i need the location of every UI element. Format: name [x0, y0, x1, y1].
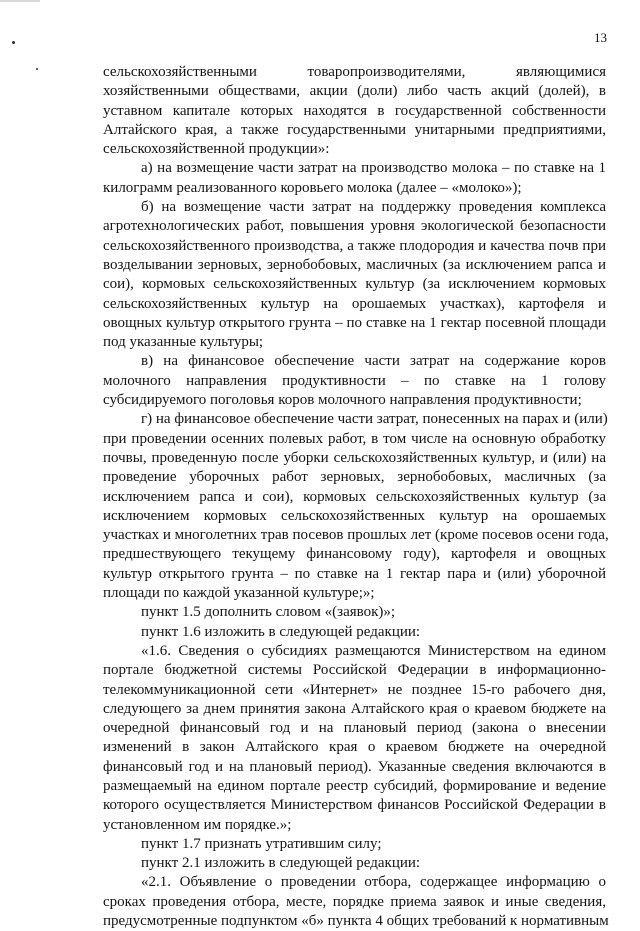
paragraph — [103, 198, 606, 352]
paragraph — [103, 352, 606, 410]
scan-edge-mark — [0, 0, 40, 2]
text-line: агротехнологических работ, повышения уровня экологической безопасности — [103, 218, 606, 235]
text-line: проведение уборочных работ зерновых, зернобобовых, масличных (за — [103, 469, 606, 486]
text-line: уставном капитале которых находятся в государственной собственности — [103, 102, 606, 119]
text-line: сельскохозяйственными товаропроизводителями, являющимися — [103, 64, 606, 80]
text-line: сроках проведения отбора, месте, порядке приема заявок и иные сведения, — [103, 893, 606, 910]
document-body — [103, 63, 609, 931]
text-line: при проведении осенних полевых работ, в том числе на основную обработку — [103, 430, 606, 447]
text-line: возделывании зерновых, зернобобовых, масличных (за исключением рапса и — [103, 256, 606, 273]
text-line: финансовый год и на плановый период). Указанные сведения включаются в — [103, 758, 606, 775]
scan-speck — [36, 68, 38, 70]
text-line: г) на финансовое обеспечение части затрат, понесенных на парах и (или) — [141, 411, 608, 428]
text-line: а) на возмещение части затрат на производство молока – по ставке на 1 — [141, 160, 606, 177]
text-line: «2.1. Объявление о проведении отбора, содержащее информацию о — [141, 874, 606, 891]
paragraph — [103, 642, 606, 835]
text-line: под указанные культуры; — [103, 334, 264, 351]
text-line: следующего за днем принятия закона Алтайского края о краевом бюджете на — [103, 700, 606, 717]
text-line: предшествующего текущему финансовому году), картофеля и овощных — [103, 546, 606, 563]
text-line: пункт 2.1 изложить в следующей редакции: — [141, 855, 421, 872]
paragraph — [103, 603, 606, 622]
text-line: исключением рапса и сои), кормовых сельскохозяйственных культур (за — [103, 488, 606, 505]
paragraph — [103, 623, 606, 642]
paragraph — [103, 873, 609, 931]
text-line: культур открытого грунта – по ставке на 1 гектар пара и (или) уборочной — [103, 565, 606, 582]
text-line: предусмотренные подпунктом «б» пункта 4 общих требований к нормативным — [103, 913, 609, 930]
text-line: молочного направления продуктивности – по ставке на 1 голову — [103, 372, 606, 389]
text-line: размещаемый на едином портале реестр субсидий, формирование и ведение — [103, 777, 606, 794]
text-line: хозяйственными обществами, акции (доли) либо часть акций (долей), в — [103, 83, 606, 100]
text-line: которого осуществляется Министерством финансов Российской Федерации в — [103, 797, 606, 814]
paragraph — [103, 159, 606, 198]
text-line: очередной финансовый год и на плановый период (закона о внесении — [103, 720, 606, 737]
paragraph — [103, 854, 606, 873]
text-line: пункт 1.5 дополнить словом «(заявок)»; — [141, 604, 396, 621]
text-line: б) на возмещение части затрат на поддержку проведения комплекса — [141, 199, 606, 216]
scan-speck — [12, 41, 15, 44]
text-line: телекоммуникационной сети «Интернет» не позднее 15-го рабочего дня, — [103, 681, 606, 698]
text-line: сельскохозяйственных культур на орошаемых участках), картофеля и — [103, 295, 606, 312]
text-line: изменений в закон Алтайского края о краевом бюджете на очередной — [103, 739, 606, 756]
text-line: килограмм реализованного коровьего молока (далее – «молоко»); — [103, 179, 522, 196]
text-line: сельскохозяйственной продукции»: — [103, 141, 330, 158]
paragraph — [103, 835, 606, 854]
paragraph — [103, 63, 606, 159]
paragraph — [103, 410, 609, 603]
text-line: исключением кормовых сельскохозяйственных культур на орошаемых — [103, 507, 606, 524]
text-line: площади по каждой указанной культуре;»; — [103, 585, 375, 602]
text-line: установленном им порядке.»; — [103, 816, 292, 833]
text-line: портале бюджетной системы Российской Федерации в информационно- — [103, 662, 606, 679]
text-line: овощных культур открытого грунта – по ставке на 1 гектар посевной площади — [103, 314, 606, 331]
text-line: Алтайского края, а также государственными унитарными предприятиями, — [103, 121, 606, 138]
text-line: «1.6. Сведения о субсидиях размещаются Министерством на едином — [141, 642, 606, 659]
text-line: субсидируемого поголовья коров молочного направления продуктивности; — [103, 392, 582, 409]
text-line: пункт 1.7 признать утратившим силу; — [141, 835, 382, 852]
text-line: почвы, проведенную после уборки сельскохозяйственных культур, и (или) на — [103, 449, 606, 466]
text-line: сельскохозяйственного производства, а также плодородия и качества почв при — [103, 237, 606, 254]
text-line: участках и многолетних трав посевов прошлых лет (кроме посевов осени года, — [103, 527, 609, 544]
page-number: 13 — [594, 30, 607, 45]
text-line: пункт 1.6 изложить в следующей редакции: — [141, 623, 421, 640]
text-line: в) на финансовое обеспечение части затрат на содержание коров — [141, 353, 606, 370]
text-line: сои), кормовых сельскохозяйственных культур (за исключением кормовых — [103, 276, 606, 293]
